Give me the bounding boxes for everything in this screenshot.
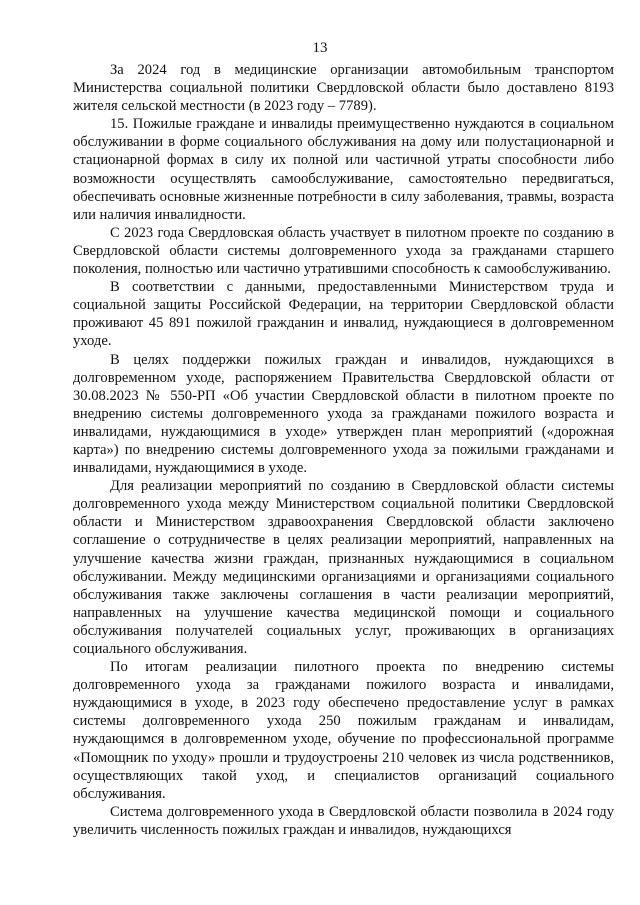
paragraph-system-growth: Система долговременного ухода в Свердловской области позволила в 2024 году увеличить численность пожилых граждан и инвалидов, нуждающихся <box>73 803 614 838</box>
paragraph-pilot-project: С 2023 года Свердловская область участвует в пилотном проекте по созданию в Свердловской области системы долговременного ухода за гражданами старшего поколения, полностью или частично утратившими способность к самообслуживанию. <box>73 224 614 278</box>
document-body <box>73 61 614 839</box>
paragraph-ministry-data: В соответствии с данными, предоставленными Министерством труда и социальной защиты Российской Федерации, на территории Свердловской области проживают 45 891 пожилой гражданин и инвалид, нуждающиеся в долговременном уходе. <box>73 279 614 350</box>
paragraph-government-order: В целях поддержки пожилых граждан и инвалидов, нуждающихся в долговременном уходе, распоряжением Правительства Свердловской области от 30.08.2023 № 550-РП «Об участии Свердловской области в пилотном проекте по внедрению системы долговременного ухода за гражданами пожилого возраста и инвалидами, нуждающимися в уходе» утвержден план мероприятий («дорожная карта») по внедрению системы долговременного ухода за пожилыми гражданами и инвалидами, нуждающимися в уходе. <box>73 351 614 477</box>
paragraph-pilot-results: По итогам реализации пилотного проекта по внедрению системы долговременного ухода за гражданами пожилого возраста и инвалидами, нуждающимися в уходе, в 2023 году обеспечено предоставление услуг в рамках системы долговременного ухода 250 пожилым гражданам и инвалидам, нуждающимся в долговременном уходе, обучение по профессиональной программе «Помощник по уходу» прошли и трудоустроены 210 человек из числа родственников, осуществляющих такой уход, и специалистов организаций социального обслуживания. <box>73 659 614 802</box>
paragraph-agreements: Для реализации мероприятий по созданию в Свердловской области системы долговременного ухода между Министерством социальной политики Свердловской области и Министерством здравоохранения Свердловской области заключено соглашение о сотрудничестве в целях реализации мероприятий, направленных на улучшение качества жизни граждан, признанных нуждающимися в социальном обслуживании. Между медицинскими организациями и организациями социального обслуживания также заключены соглашения в части реализации мероприятий, направленных на улучшение качества медицинской помощи и социального обслуживания получателей социальных услуг, проживающих в организациях социального обслуживания. <box>73 478 614 657</box>
page-number: 13 <box>312 40 328 56</box>
paragraph-elderly-needs: 15. Пожилые граждане и инвалиды преимущественно нуждаются в социальном обслуживании в форме социального обслуживания на дому или полустационарной и стационарной формах в силу их полной или частичной утраты способности либо возможности осуществлять самообслуживание, самостоятельно передвигаться, обеспечивать основные жизненные потребности в силу заболевания, травмы, возраста или наличия инвалидности. <box>73 116 614 223</box>
paragraph-transport: За 2024 год в медицинские организации автомобильным транспортом Министерства социальной политики Свердловской области было доставлено 8193 жителя сельской местности (в 2023 году – 7789). <box>73 62 614 115</box>
